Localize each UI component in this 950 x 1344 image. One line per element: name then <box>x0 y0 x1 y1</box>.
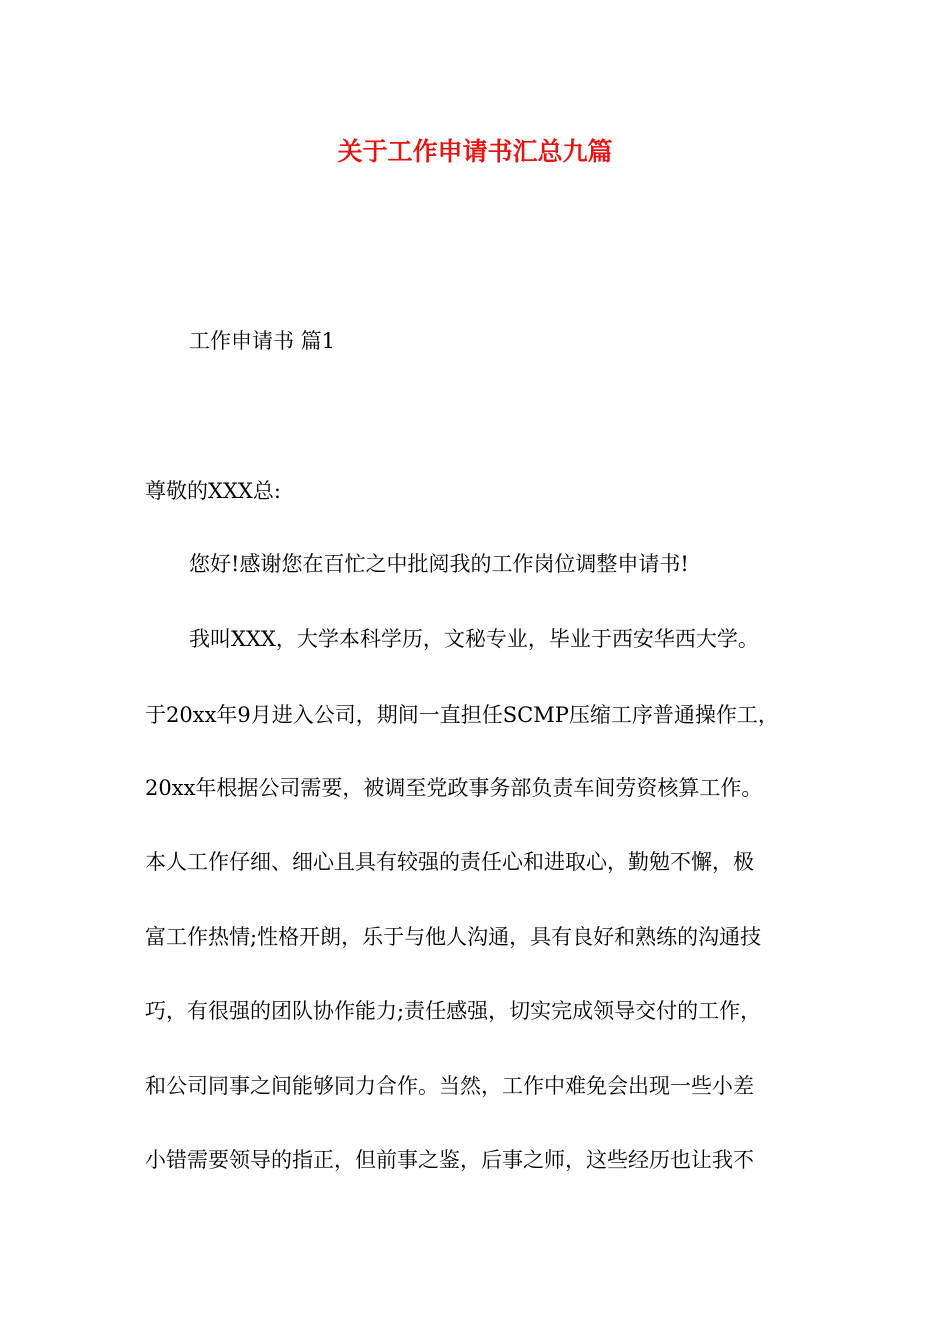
paragraph-line: 我叫XXX，大学本科学历，文秘专业，毕业于西安华西大学。 <box>189 627 759 651</box>
paragraph-greeting: 您好!感谢您在百忙之中批阅我的工作岗位调整申请书! <box>189 552 689 576</box>
paragraph-line: 20xx年根据公司需要，被调至党政事务部负责车间劳资核算工作。 <box>145 776 763 800</box>
section-heading: 工作申请书 篇1 <box>189 329 336 353</box>
paragraph-line: 小错需要领导的指正，但前事之鉴，后事之师，这些经历也让我不 <box>145 1148 754 1172</box>
paragraph-line: 富工作热情;性格开朗，乐于与他人沟通，具有良好和熟练的沟通技 <box>145 925 762 949</box>
paragraph-line: 和公司同事之间能够同力合作。当然，工作中难免会出现一些小差 <box>145 1074 754 1098</box>
paragraph-line: 巧，有很强的团队协作能力;责任感强，切实完成领导交付的工作， <box>145 999 762 1023</box>
document-title: 关于工作申请书汇总九篇 <box>337 137 613 166</box>
paragraph-line: 本人工作仔细、细心且具有较强的责任心和进取心，勤勉不懈，极 <box>145 850 754 874</box>
salutation: 尊敬的XXX总: <box>145 479 281 503</box>
paragraph-line: 于20xx年9月进入公司，期间一直担任SCMP压缩工序普通操作工， <box>145 703 779 727</box>
